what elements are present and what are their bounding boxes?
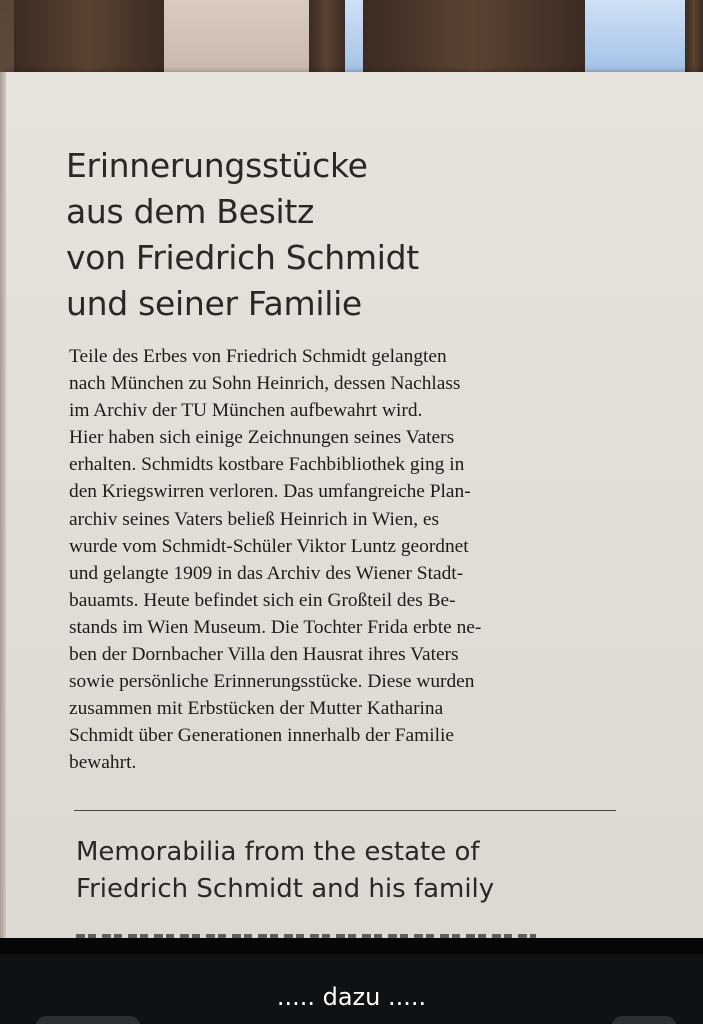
cropped-english-body xyxy=(76,922,536,938)
background-window xyxy=(345,0,363,80)
title-line: von Friedrich Schmidt xyxy=(66,238,419,277)
background-pillar xyxy=(363,0,585,80)
placard-title-english xyxy=(76,834,636,908)
title-line: und seiner Familie xyxy=(66,284,362,323)
body-line: stands im Wien Museum. Die Tochter Frida erbte ne- xyxy=(69,616,482,638)
body-line: wurde vom Schmidt-Schüler Viktor Luntz geordnet xyxy=(69,535,469,557)
body-line: archiv seines Vaters beließ Heinrich in Wien, es xyxy=(69,508,440,530)
bottom-right-control xyxy=(612,1016,676,1024)
title-line: Memorabilia from the estate of xyxy=(76,837,480,867)
photo-caption: ..... dazu ..... xyxy=(276,983,427,1011)
body-line: bauamts. Heute befindet sich ein Großteil des Be- xyxy=(69,589,456,611)
placard-edge xyxy=(0,72,6,940)
background-window xyxy=(585,0,685,80)
bottom-left-control xyxy=(36,1016,140,1024)
background-pillar xyxy=(14,0,164,80)
caption-top-strip xyxy=(0,938,703,954)
body-line: Hier haben sich einige Zeichnungen seines Vaters xyxy=(69,427,455,449)
background-pillar xyxy=(685,0,703,80)
body-line: nach München zu Sohn Heinrich, dessen Nachlass xyxy=(69,373,461,395)
body-line: ben der Dornbacher Villa den Hausrat ihres Vaters xyxy=(69,644,459,666)
placard-divider xyxy=(74,810,616,811)
body-line: erhalten. Schmidts kostbare Fachbibliothek ging in xyxy=(69,454,465,476)
background-pillar xyxy=(309,0,345,80)
body-line: Schmidt über Generationen innerhalb der Familie xyxy=(69,725,455,747)
body-line: im Archiv der TU München aufbewahrt wird. xyxy=(69,400,423,422)
body-line: zusammen mit Erbstücken der Mutter Katharina xyxy=(69,698,444,720)
placard-body-german xyxy=(69,343,629,777)
placard-title-german xyxy=(66,143,626,327)
background-wall xyxy=(164,0,309,80)
body-line: Teile des Erbes von Friedrich Schmidt gelangten xyxy=(69,346,447,367)
title-line: aus dem Besitz xyxy=(66,192,315,231)
title-line: Erinnerungsstücke xyxy=(66,146,368,185)
body-line: den Kriegswirren verloren. Das umfangreiche Plan- xyxy=(69,481,471,503)
title-line: Friedrich Schmidt and his family xyxy=(76,874,495,904)
body-line: und gelangte 1909 in das Archiv des Wiener Stadt- xyxy=(69,562,464,584)
body-line: bewahrt. xyxy=(69,752,137,774)
body-line: sowie persönliche Erinnerungsstücke. Diese wurden xyxy=(69,671,475,693)
